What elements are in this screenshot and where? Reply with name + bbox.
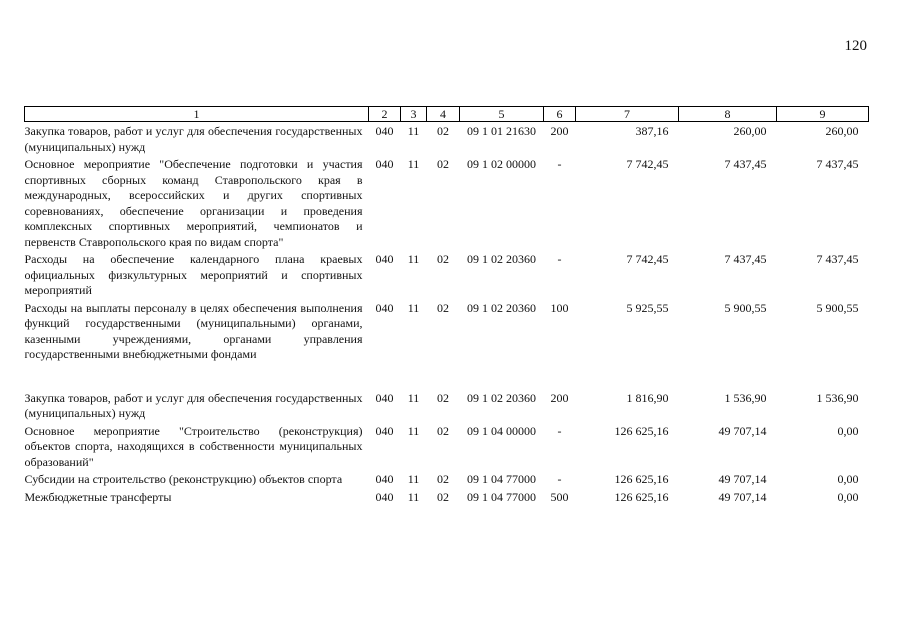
cell-target-code: 09 1 02 20360 bbox=[467, 252, 536, 266]
cell-ministry: 040 bbox=[375, 390, 394, 405]
cell-amount-8: 7 437,45 bbox=[724, 157, 767, 171]
table-header bbox=[25, 107, 869, 122]
row-description: Межбюджетные трансферты bbox=[24, 489, 172, 504]
cell-amount-8: 49 707,14 bbox=[718, 423, 767, 438]
cell-section: 11 bbox=[407, 300, 420, 315]
cell-target-code: 09 1 02 20360 bbox=[467, 390, 536, 405]
cell-amount-9: 1 536,90 bbox=[816, 390, 859, 405]
cell-subsection: 02 bbox=[437, 489, 449, 504]
column-header: 3 bbox=[401, 107, 427, 122]
cell-expense-type: 500 bbox=[550, 489, 569, 504]
cell-amount-7: 126 625,16 bbox=[614, 472, 669, 486]
cell-amount-7: 5 925,55 bbox=[626, 300, 669, 315]
column-header: 6 bbox=[544, 107, 576, 122]
table-row bbox=[25, 422, 869, 471]
table-row bbox=[25, 470, 869, 488]
table-row bbox=[25, 250, 869, 299]
column-header: 8 bbox=[679, 107, 777, 122]
cell-amount-8: 49 707,14 bbox=[718, 472, 767, 486]
cell-ministry: 040 bbox=[375, 300, 394, 315]
column-header: 4 bbox=[427, 107, 460, 122]
table-row bbox=[25, 488, 869, 506]
spacer-row bbox=[25, 363, 869, 389]
cell-expense-type: - bbox=[557, 157, 562, 171]
table-body bbox=[25, 122, 869, 506]
cell-amount-8: 7 437,45 bbox=[724, 252, 767, 266]
cell-amount-7: 7 742,45 bbox=[626, 157, 669, 171]
table-row bbox=[25, 389, 869, 422]
cell-amount-9: 7 437,45 bbox=[816, 252, 859, 266]
cell-subsection: 02 bbox=[437, 252, 449, 266]
column-header: 2 bbox=[369, 107, 401, 122]
cell-ministry: 040 bbox=[375, 489, 394, 504]
row-description: Закупка товаров, работ и услуг для обеспечения государственных (муниципальных) нужд bbox=[24, 124, 363, 154]
page-number: 120 bbox=[844, 38, 867, 54]
cell-amount-7: 126 625,16 bbox=[614, 489, 669, 504]
cell-expense-type: - bbox=[557, 423, 562, 438]
spacer-cell bbox=[25, 363, 869, 389]
row-description: Основное мероприятие "Обеспечение подготовки и участия спортивных сборных команд Ставропольского края в международных, всероссийских и других спортивных соревнованиях, обеспечение организации и проведения комплексных спортивных мероприятий, чемпионатов и первенств Ставропольского края по видам спорта" bbox=[24, 157, 363, 249]
cell-section: 11 bbox=[407, 124, 420, 138]
cell-ministry: 040 bbox=[375, 124, 394, 138]
cell-amount-9: 0,00 bbox=[837, 423, 859, 438]
cell-ministry: 040 bbox=[375, 157, 394, 171]
cell-subsection: 02 bbox=[437, 300, 449, 315]
cell-amount-9: 0,00 bbox=[837, 489, 859, 504]
cell-section: 11 bbox=[407, 390, 420, 405]
cell-ministry: 040 bbox=[375, 252, 394, 266]
cell-subsection: 02 bbox=[437, 390, 449, 405]
cell-target-code: 09 1 01 21630 bbox=[467, 124, 536, 138]
cell-amount-9: 7 437,45 bbox=[816, 157, 859, 171]
column-header: 9 bbox=[777, 107, 869, 122]
column-header: 7 bbox=[576, 107, 679, 122]
cell-section: 11 bbox=[407, 252, 420, 266]
cell-subsection: 02 bbox=[437, 124, 449, 138]
row-description: Расходы на выплаты персоналу в целях обеспечения выполнения функций государственными (муниципальными) органами, казенными учреждениями, органами управления государственными внебюджетными фондами bbox=[24, 300, 363, 361]
cell-subsection: 02 bbox=[437, 157, 449, 171]
cell-amount-7: 1 816,90 bbox=[626, 390, 669, 405]
cell-target-code: 09 1 04 00000 bbox=[467, 423, 536, 438]
row-description: Закупка товаров, работ и услуг для обеспечения государственных (муниципальных) нужд bbox=[24, 390, 363, 420]
cell-section: 11 bbox=[407, 423, 420, 438]
column-header: 1 bbox=[25, 107, 369, 122]
table-row bbox=[25, 155, 869, 250]
budget-table bbox=[24, 106, 869, 505]
cell-section: 11 bbox=[407, 472, 420, 486]
cell-amount-7: 7 742,45 bbox=[626, 252, 669, 266]
cell-subsection: 02 bbox=[437, 423, 449, 438]
column-header: 5 bbox=[460, 107, 544, 122]
cell-target-code: 09 1 04 77000 bbox=[467, 472, 536, 486]
cell-target-code: 09 1 04 77000 bbox=[467, 489, 536, 504]
cell-ministry: 040 bbox=[375, 423, 394, 438]
cell-amount-7: 126 625,16 bbox=[614, 423, 669, 438]
cell-expense-type: 200 bbox=[550, 390, 569, 405]
cell-expense-type: 100 bbox=[550, 300, 569, 315]
cell-expense-type: 200 bbox=[550, 124, 569, 138]
row-description: Основное мероприятие "Строительство (реконструкция) объектов спорта, находящихся в собственности муниципальных образований" bbox=[24, 423, 363, 469]
cell-amount-7: 387,16 bbox=[635, 124, 669, 138]
table-row bbox=[25, 299, 869, 363]
cell-expense-type: - bbox=[557, 472, 562, 486]
cell-section: 11 bbox=[407, 157, 420, 171]
cell-amount-8: 1 536,90 bbox=[724, 390, 767, 405]
cell-amount-9: 0,00 bbox=[837, 472, 859, 486]
cell-ministry: 040 bbox=[375, 472, 394, 486]
cell-amount-8: 49 707,14 bbox=[718, 489, 767, 504]
cell-amount-9: 5 900,55 bbox=[816, 300, 859, 315]
cell-expense-type: - bbox=[557, 252, 562, 266]
header-row bbox=[25, 107, 869, 122]
cell-subsection: 02 bbox=[437, 472, 449, 486]
table-row bbox=[25, 122, 869, 156]
cell-amount-8: 260,00 bbox=[733, 124, 767, 138]
cell-target-code: 09 1 02 00000 bbox=[467, 157, 536, 171]
cell-amount-8: 5 900,55 bbox=[724, 300, 767, 315]
row-description: Субсидии на строительство (реконструкцию) объектов спорта bbox=[24, 472, 343, 486]
cell-target-code: 09 1 02 20360 bbox=[467, 300, 536, 315]
cell-section: 11 bbox=[407, 489, 420, 504]
cell-amount-9: 260,00 bbox=[825, 124, 859, 138]
row-description: Расходы на обеспечение календарного плана краевых официальных физкультурных мероприятий и спортивных мероприятий bbox=[24, 252, 363, 297]
